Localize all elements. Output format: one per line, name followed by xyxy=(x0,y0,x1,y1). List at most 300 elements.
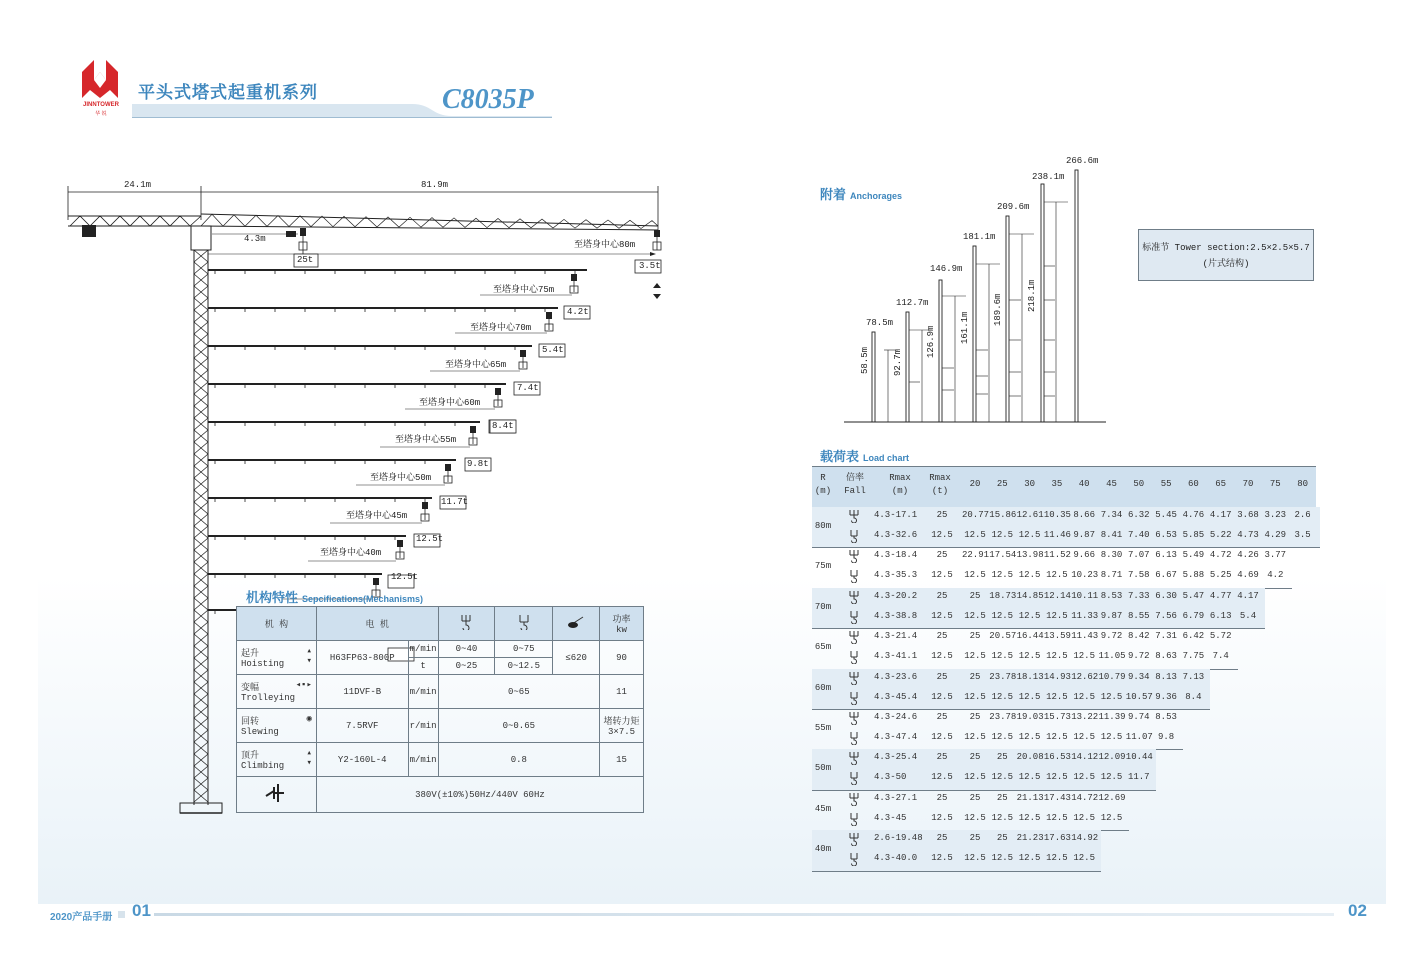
load-value-r70: 4.17 xyxy=(1237,590,1259,601)
rmax-range: 4.3-40.0 xyxy=(874,853,918,864)
anchor-height-4: 181.1m xyxy=(963,232,996,242)
anchor-height-3: 146.9m xyxy=(930,264,963,274)
radius-head-60: 60 xyxy=(1187,479,1199,489)
rmax-capacity: 12.5 xyxy=(931,853,953,864)
slewing-row xyxy=(237,709,644,743)
load-value-r25: 25 xyxy=(996,833,1008,844)
rmax-capacity: 12.5 xyxy=(931,610,953,621)
load-value-r45: 12.09 xyxy=(1098,752,1126,763)
rmax-range: 4.3-45.4 xyxy=(874,691,918,702)
jib-label-75m: 至塔身中心75m xyxy=(493,285,555,295)
load-value-r30: 12.5 xyxy=(1018,732,1041,742)
load-value-r60: 7.75 xyxy=(1182,651,1205,662)
tip-load-45m: 12.5t xyxy=(416,534,444,544)
load-value-r35: 10.35 xyxy=(1043,510,1071,520)
radius-head-20: 20 xyxy=(969,479,981,489)
double-fall-icon xyxy=(848,792,860,809)
tower-section-line1: 标准节 Tower section:2.5×2.5×5.7 xyxy=(1142,243,1310,253)
climbing-motor: Y2-160L-4 xyxy=(316,743,408,777)
load-value-r40: 14.72 xyxy=(1071,792,1099,803)
load-value-r50: 8.55 xyxy=(1127,610,1150,621)
load-value-r35: 12.5 xyxy=(1046,732,1068,742)
load-value-r30: 12.5 xyxy=(1018,651,1041,662)
rmax-range: 4.3-50 xyxy=(874,772,907,783)
load-value-r25: 15.86 xyxy=(989,510,1017,520)
jib-group-40m xyxy=(812,830,1101,871)
load-value-r20: 12.5 xyxy=(964,853,986,864)
tip-load-75m: 4.2t xyxy=(567,307,589,317)
load-chart-title-en: Load chart xyxy=(863,453,910,463)
load-value-r25: 12.5 xyxy=(991,812,1014,823)
load-value-r40: 12.5 xyxy=(1073,812,1095,823)
rmax-capacity: 25 xyxy=(936,550,948,561)
load-value-r30: 12.5 xyxy=(1018,812,1041,823)
rmax-range: 4.3-45 xyxy=(874,812,907,823)
jib-length-label: 80m xyxy=(814,521,832,531)
load-value-r35: 16.53 xyxy=(1043,752,1071,763)
load-value-r65: 5.22 xyxy=(1209,530,1232,540)
load-value-r40: 11.33 xyxy=(1071,610,1099,621)
counter-jib xyxy=(68,216,201,237)
rmax-capacity: 25 xyxy=(936,833,948,844)
load-value-r55: 8.63 xyxy=(1155,651,1177,662)
climbing-label xyxy=(237,743,317,777)
hoisting-limit: ≤620 xyxy=(553,641,600,675)
climb-arrows-icon: ▴ ▾ xyxy=(306,748,312,768)
head-rmax xyxy=(878,472,922,498)
jib-group-45m xyxy=(812,790,1129,831)
radius-head-30: 30 xyxy=(1024,479,1035,489)
jib-group-70m xyxy=(812,588,1265,629)
specs-title-en: Sepcifications(Mechanisms) xyxy=(302,594,424,604)
anchor-height-5: 209.6m xyxy=(997,202,1030,212)
load-value-r25: 12.5 xyxy=(991,732,1014,742)
load-value-r40: 8.66 xyxy=(1073,510,1095,520)
head-power-label: 功率 xyxy=(612,615,631,625)
radius-head-70: 70 xyxy=(1242,479,1254,489)
load-value-r55: 7.31 xyxy=(1155,631,1177,642)
load-value-r35: 12.5 xyxy=(1046,812,1068,823)
single-fall-icon xyxy=(848,610,860,627)
model-title: C8035P xyxy=(442,84,534,115)
rmax-capacity: 25 xyxy=(936,590,948,601)
climbing-power: 15 xyxy=(600,743,644,777)
free-height-3: 126.9m xyxy=(926,325,936,358)
load-value-r60: 5.88 xyxy=(1182,570,1205,581)
head-fall-label: 倍率 xyxy=(845,473,864,483)
trolleying-label xyxy=(237,675,317,709)
load-value-r45: 12.5 xyxy=(1100,772,1123,783)
load-value-r60: 6.42 xyxy=(1182,631,1205,642)
jib-length-label: 75m xyxy=(814,561,832,572)
head-power-unit: kw xyxy=(616,625,627,635)
load-value-r40: 12.5 xyxy=(1073,732,1095,742)
load-value-r30: 21.13 xyxy=(1016,792,1044,803)
load-value-r70: 3.68 xyxy=(1237,510,1259,520)
rmax-range: 4.3-23.6 xyxy=(874,671,918,682)
load-value-r20: 12.5 xyxy=(964,530,986,540)
load-value-r50: 8.42 xyxy=(1127,631,1150,642)
load-value-r65: 6.13 xyxy=(1209,610,1232,621)
load-value-r65: 4.72 xyxy=(1209,550,1232,561)
load-value-r45: 12.5 xyxy=(1100,812,1123,823)
rmax-capacity: 25 xyxy=(936,752,948,763)
load-value-r40: 10.11 xyxy=(1071,590,1099,601)
logo-text: JINNTOWER xyxy=(83,102,119,108)
dim-trolley-offset: 4.3m xyxy=(244,234,266,244)
load-value-r65: 7.4 xyxy=(1212,651,1229,662)
rmax-range: 2.6-19.48 xyxy=(874,833,923,844)
rmax-range: 4.3-32.6 xyxy=(874,530,918,540)
power-supply: 380V(±10%)50Hz/440V 60Hz xyxy=(316,777,643,813)
free-height-2: 92.7m xyxy=(893,348,903,376)
head-fall-en: Fall xyxy=(844,486,866,496)
load-value-r55: 9.8 xyxy=(1157,732,1175,742)
load-value-r40: 9.66 xyxy=(1073,550,1095,561)
head-rmax-unit: (m) xyxy=(891,486,909,496)
load-value-r45: 12.5 xyxy=(1100,732,1123,742)
radius-head-25: 25 xyxy=(996,479,1008,489)
load-value-r20: 20.77 xyxy=(962,510,990,520)
trolley-arrows-icon: ◂▪▸ xyxy=(295,680,312,690)
page-number-right: 02 xyxy=(1348,901,1367,920)
hoisting-speed-1: 0~40 xyxy=(438,641,495,658)
load-value-r40: 12.62 xyxy=(1071,671,1099,682)
specs-table xyxy=(236,606,644,813)
jib-label-50m: 至塔身中心50m xyxy=(370,473,432,483)
load-chart-header-cells xyxy=(812,466,1316,506)
load-value-r20: 25 xyxy=(969,792,981,803)
single-fall-icon xyxy=(848,569,860,586)
load-value-r70: 4.73 xyxy=(1237,530,1259,540)
anchor-height-2: 112.7m xyxy=(896,298,929,308)
hoisting-unit-2: t xyxy=(408,658,438,675)
jib-label-60m: 至塔身中心60m xyxy=(419,398,481,408)
load-value-r35: 14.93 xyxy=(1043,671,1071,682)
load-value-r35: 13.59 xyxy=(1043,631,1071,642)
head-cap-label: Rmax xyxy=(929,473,951,483)
load-value-r55: 6.30 xyxy=(1155,590,1177,601)
double-fall-icon xyxy=(848,751,860,768)
rmax-capacity: 25 xyxy=(936,671,948,682)
load-value-r35: 15.73 xyxy=(1043,712,1071,722)
load-value-r80: 2.6 xyxy=(1294,510,1311,520)
hoisting-speed-2: 0~75 xyxy=(495,641,553,658)
anchorage-diagram xyxy=(840,150,1110,430)
jib-label-70m: 至塔身中心70m xyxy=(470,323,532,333)
single-fall-icon xyxy=(848,529,860,546)
rmax-range: 4.3-35.3 xyxy=(874,570,918,581)
hoisting-load-1: 0~25 xyxy=(438,658,495,675)
tip-load-40m: 12.5t xyxy=(391,572,419,582)
load-value-r55: 5.45 xyxy=(1155,510,1177,520)
load-value-r25: 25 xyxy=(996,792,1008,803)
hoisting-en: Hoisting xyxy=(241,659,285,669)
load-value-r35: 12.5 xyxy=(1046,772,1068,783)
load-value-r55: 8.53 xyxy=(1155,712,1177,722)
single-fall-icon xyxy=(848,771,860,788)
load-value-r25: 17.54 xyxy=(989,550,1017,561)
load-value-r25: 12.5 xyxy=(991,651,1014,662)
load-value-r65: 5.72 xyxy=(1209,631,1232,642)
trolleying-value: 0~65 xyxy=(438,675,599,709)
rmax-capacity: 25 xyxy=(936,712,948,722)
head-hoist-double xyxy=(495,607,553,641)
load-value-r50: 7.33 xyxy=(1127,590,1150,601)
jib-group-50m xyxy=(812,749,1156,790)
load-value-r45: 12.5 xyxy=(1100,691,1123,702)
tip-load-70m: 5.4t xyxy=(542,345,564,355)
load-value-r45: 10.79 xyxy=(1098,671,1126,682)
load-value-r20: 12.5 xyxy=(964,732,986,742)
rmax-range: 4.3-17.1 xyxy=(874,510,918,520)
single-fall-icon xyxy=(848,812,860,829)
head-mechanism: 机 构 xyxy=(237,607,317,641)
power-row xyxy=(237,777,644,813)
load-value-r30: 13.98 xyxy=(1016,550,1044,561)
load-value-r55: 9.36 xyxy=(1155,691,1177,702)
free-height-1: 58.5m xyxy=(860,346,870,374)
load-value-r55: 6.13 xyxy=(1155,550,1177,561)
load-value-r25: 12.5 xyxy=(991,530,1014,540)
anchor-height-7: 266.6m xyxy=(1066,156,1099,166)
radius-head-45: 45 xyxy=(1106,479,1117,489)
load-value-r35: 11.46 xyxy=(1043,530,1071,540)
load-value-r60: 5.47 xyxy=(1182,590,1205,601)
rmax-capacity: 25 xyxy=(936,510,948,520)
brand-logo xyxy=(78,58,124,118)
series-title: 平头式塔式起重机系列 xyxy=(138,83,318,102)
head-cap xyxy=(924,472,956,498)
rmax-capacity: 12.5 xyxy=(931,530,953,540)
rmax-capacity: 12.5 xyxy=(931,812,953,823)
jib-length-label: 45m xyxy=(814,803,832,814)
double-fall-icon xyxy=(848,549,860,566)
tip-load-50m: 11.7t xyxy=(441,497,469,507)
load-moment-icon xyxy=(565,614,587,630)
load-value-r30: 19.03 xyxy=(1016,712,1044,722)
load-value-r30: 14.85 xyxy=(1016,590,1044,601)
anchor-height-6: 238.1m xyxy=(1032,172,1065,182)
jib-label-80m: 至塔身中心80m xyxy=(574,240,636,250)
load-value-r55: 7.56 xyxy=(1155,610,1177,621)
rmax-capacity: 12.5 xyxy=(931,570,953,581)
load-value-r40: 12.5 xyxy=(1073,853,1095,864)
hoisting-unit-1: m/min xyxy=(408,641,438,658)
single-fall-icon xyxy=(848,852,860,869)
load-value-r45: 9.72 xyxy=(1100,631,1123,642)
hoisting-cn: 起升 xyxy=(241,649,260,659)
load-value-r35: 12.5 xyxy=(1046,853,1068,864)
double-fall-icon xyxy=(848,711,860,728)
load-value-r75: 3.23 xyxy=(1264,510,1287,520)
single-fall-icon xyxy=(848,691,860,708)
load-value-r50: 6.32 xyxy=(1127,510,1150,520)
slewing-power xyxy=(600,709,644,743)
load-value-r25: 12.5 xyxy=(991,853,1014,864)
load-value-r50: 9.34 xyxy=(1127,671,1150,682)
rmax-capacity: 25 xyxy=(936,792,948,803)
single-fall-hook-icon xyxy=(459,614,473,630)
trolleying-en: Trolleying xyxy=(241,693,296,703)
load-value-r45: 11.39 xyxy=(1098,712,1126,722)
double-fall-icon xyxy=(848,509,860,526)
rmax-range: 4.3-47.4 xyxy=(874,732,918,742)
hoisting-label xyxy=(237,641,317,675)
load-value-r45: 7.34 xyxy=(1100,510,1123,520)
load-value-r60: 7.13 xyxy=(1182,671,1205,682)
climbing-unit: m/min xyxy=(408,743,438,777)
jib-label-40m: 至塔身中心40m xyxy=(320,548,382,558)
climbing-value: 0.8 xyxy=(438,743,599,777)
load-value-r80: 3.5 xyxy=(1294,530,1311,540)
load-value-r75: 4.29 xyxy=(1264,530,1287,540)
jib-label-45m: 至塔身中心45m xyxy=(346,511,408,521)
load-value-r45: 8.53 xyxy=(1100,590,1123,601)
single-fall-icon xyxy=(848,731,860,748)
power-plug-icon xyxy=(264,782,288,804)
rmax-capacity: 12.5 xyxy=(931,732,953,742)
hoist-arrows-icon: ▴ ▾ xyxy=(306,646,312,666)
head-motor: 电 机 xyxy=(316,607,438,641)
footer-brochure: 2020产品手册 xyxy=(50,912,113,923)
load-chart-title-cn: 载荷表 xyxy=(820,449,860,464)
tip-load-80m: 3.5t xyxy=(639,261,661,271)
climbing-row xyxy=(237,743,644,777)
power-supply-cell xyxy=(237,777,317,813)
load-value-r40: 10.23 xyxy=(1071,570,1099,581)
load-value-r50: 11.07 xyxy=(1125,732,1153,742)
jib-group-80m xyxy=(812,507,1320,548)
load-value-r65: 4.17 xyxy=(1209,510,1232,520)
tower-section-line2: (片式结构) xyxy=(1202,259,1250,269)
jib-length-label: 40m xyxy=(814,844,832,855)
load-value-r35: 11.52 xyxy=(1043,550,1071,561)
load-value-r20: 25 xyxy=(969,833,981,844)
load-value-r25: 12.5 xyxy=(991,610,1014,621)
free-height-4: 161.1m xyxy=(960,311,970,344)
load-value-r55: 8.13 xyxy=(1155,671,1177,682)
load-value-r50: 9.74 xyxy=(1127,712,1150,722)
load-value-r40: 9.87 xyxy=(1073,530,1095,540)
load-value-r50: 10.57 xyxy=(1125,691,1153,702)
load-value-r40: 12.5 xyxy=(1073,691,1095,702)
single-fall-icon xyxy=(848,650,860,667)
load-chart-title xyxy=(820,446,909,465)
head-r-label: R xyxy=(820,473,826,483)
radius-head-80: 80 xyxy=(1297,479,1308,489)
slewing-en: Slewing xyxy=(241,727,279,737)
max-load-label: 25t xyxy=(297,255,314,265)
load-value-r35: 17.43 xyxy=(1043,792,1071,803)
load-value-r75: 3.77 xyxy=(1264,550,1287,561)
load-value-r50: 7.58 xyxy=(1127,570,1150,581)
rmax-range: 4.3-41.1 xyxy=(874,651,918,662)
slewing-unit: r/min xyxy=(408,709,438,743)
load-value-r20: 25 xyxy=(969,631,981,642)
load-value-r35: 17.63 xyxy=(1043,833,1071,844)
load-value-r75: 4.2 xyxy=(1267,570,1284,581)
load-value-r30: 12.5 xyxy=(1018,610,1041,621)
jib-label-65m: 至塔身中心65m xyxy=(445,360,507,370)
load-value-r20: 22.91 xyxy=(962,550,990,561)
load-value-r30: 12.5 xyxy=(1018,853,1041,864)
load-value-r65: 4.77 xyxy=(1209,590,1232,601)
specs-table-wrap xyxy=(236,606,644,813)
rmax-range: 4.3-18.4 xyxy=(874,550,918,561)
head-r xyxy=(812,472,834,498)
load-value-r20: 25 xyxy=(969,752,981,763)
load-value-r60: 8.4 xyxy=(1185,691,1202,702)
head-cap-unit: (t) xyxy=(931,486,949,496)
load-value-r45: 11.05 xyxy=(1098,651,1126,662)
specs-title xyxy=(246,587,423,606)
load-value-r45: 8.41 xyxy=(1100,530,1123,540)
load-value-r45: 9.87 xyxy=(1100,610,1123,621)
page-number-left: 01 xyxy=(132,901,151,920)
load-value-r35: 12.5 xyxy=(1046,691,1068,702)
climbing-cn: 顶升 xyxy=(241,751,260,761)
load-value-r20: 12.5 xyxy=(964,691,986,702)
radius-head-40: 40 xyxy=(1078,479,1090,489)
load-value-r25: 23.78 xyxy=(989,712,1017,722)
slewing-rotate-icon: ◉ xyxy=(306,714,312,724)
load-value-r20: 25 xyxy=(969,671,981,682)
load-value-r30: 12.5 xyxy=(1018,772,1041,783)
load-value-r20: 12.5 xyxy=(964,570,986,581)
tower-section-box xyxy=(1138,229,1314,281)
rmax-range: 4.3-25.4 xyxy=(874,752,918,763)
slewing-label xyxy=(237,709,317,743)
load-value-r35: 12.5 xyxy=(1046,570,1068,581)
jib-length-label: 55m xyxy=(814,723,832,733)
trolleying-motor: 11DVF-B xyxy=(316,675,408,709)
load-value-r60: 5.49 xyxy=(1182,550,1205,561)
hoisting-row-1 xyxy=(237,641,644,658)
load-value-r50: 10.44 xyxy=(1125,752,1153,763)
double-fall-icon xyxy=(848,832,860,849)
jib-length-label: 70m xyxy=(814,601,832,612)
load-chart-table xyxy=(812,466,1316,870)
rmax-capacity: 25 xyxy=(936,631,948,642)
load-value-r30: 12.5 xyxy=(1018,691,1041,702)
trolleying-row xyxy=(237,675,644,709)
anchorages-title-en: Anchorages xyxy=(850,191,903,201)
load-value-r45: 12.69 xyxy=(1098,792,1126,803)
jib-length-label: 65m xyxy=(814,642,832,653)
load-value-r40: 13.22 xyxy=(1071,712,1099,722)
anchorages-title-cn: 附着 xyxy=(820,187,847,202)
load-value-r50: 11.7 xyxy=(1127,772,1150,783)
free-height-5: 189.6m xyxy=(993,293,1003,326)
dim-main-jib: 81.9m xyxy=(421,180,449,190)
jib-group-60m xyxy=(812,669,1210,710)
load-value-r25: 12.5 xyxy=(991,691,1014,702)
rmax-capacity: 12.5 xyxy=(931,772,953,783)
load-value-r20: 12.5 xyxy=(964,651,986,662)
load-value-r70: 4.26 xyxy=(1237,550,1259,561)
head-rmax-label: Rmax xyxy=(889,473,911,483)
slewing-power-line2: 3×7.5 xyxy=(608,727,636,737)
load-value-r35: 12.14 xyxy=(1043,590,1071,601)
load-value-r30: 12.5 xyxy=(1018,530,1041,540)
head-r-unit: (m) xyxy=(814,486,832,496)
load-value-r40: 14.12 xyxy=(1071,752,1099,763)
load-value-r30: 18.13 xyxy=(1016,671,1044,682)
hoisting-load-2: 0~12.5 xyxy=(495,658,553,675)
load-value-r35: 12.5 xyxy=(1046,651,1068,662)
radius-head-35: 35 xyxy=(1051,479,1063,489)
